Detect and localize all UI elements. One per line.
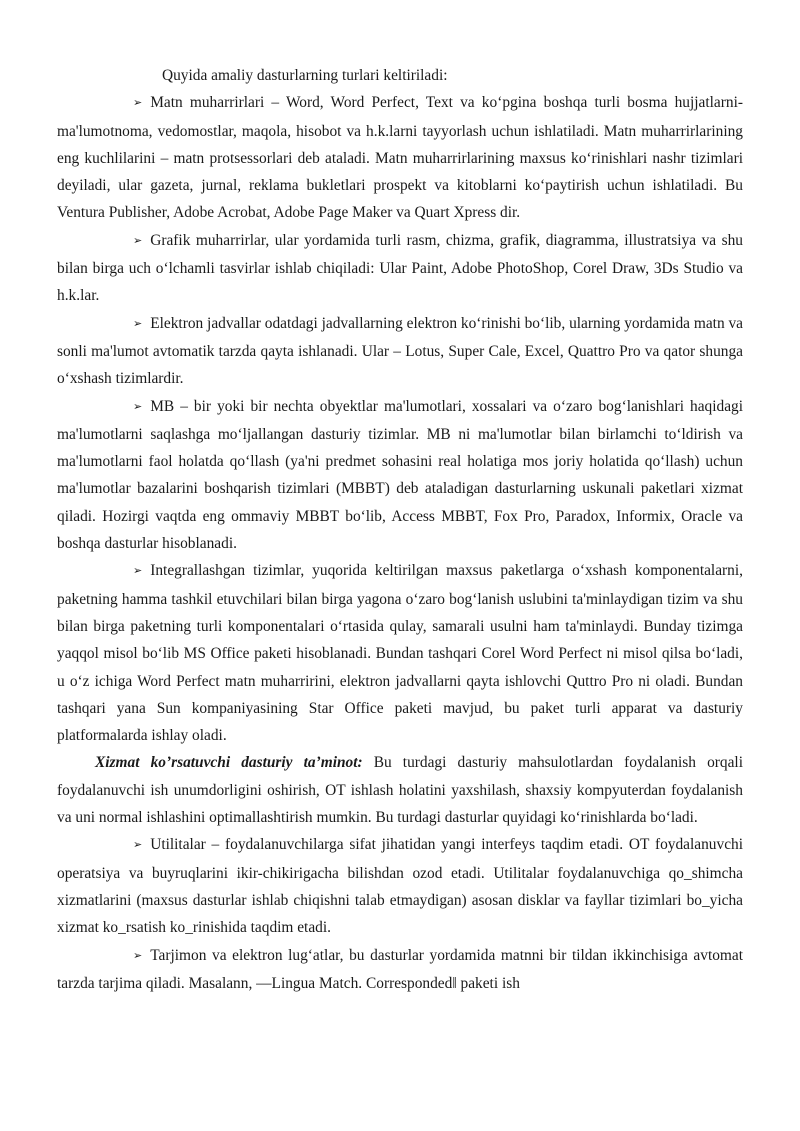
bullet-text: Elektron jadvallar odatdagi jadvallarning elektron ko‘rinishi bo‘lib, ularning yordamida matn va sonli ma'lumot avtomatik tarzda qayta ishlanadi. Ular – Lotus, Super Cale, Excel, Quattro Pro va qator shunga o‘xshash tizimlardir. (57, 314, 744, 388)
bullet-text: Matn muharrirlari – Word, Word Perfect, Text va ko‘pgina boshqa turli bosma hujjatlarni-ma'lumotnoma, vedomostlar, maqola, hisobot va h.k.larni tayyorlash uchun ishlatiladi. Matn muharrirlarining eng kuchlilarini – matn protsessorlari deb ataladi. Matn muharrirlarining maxsus ko‘rinishlari nashr tizimlari deyiladi, ular gazeta, jurnal, reklama bukletlari prospekt va kitoblarni ko‘paytirish uchun ishlatiladi. Bu Ventura Publisher, Adobe Acrobat, Adobe Page Maker va Quart Xpress dir. (57, 94, 743, 222)
bullet-paragraph (57, 310, 743, 393)
section-lead-text: Bu turdagi dasturiy mahsulotlardan foydalanish orqali foydalanuvchi ish unumdorligini oshirish, OT ishlash holatini yaxshilash, shaxsiy kompyuterdan foydalanish va uni normal ishlashini optimallashtirish mumkin. Bu turdagi dasturlar quyidagi ko‘rinishlarda bo‘ladi. (57, 754, 743, 827)
arrow-bullet-icon: ➢ (133, 96, 143, 110)
intro-paragraph: Quyida amaliy dasturlarning turlari keltiriladi: (162, 67, 448, 84)
bullet-text: Integrallashgan tizimlar, yuqorida keltirilgan maxsus paketlarga o‘xshash komponentalarni, paketning hamma tashkil etuvchilari bilan birga yagona o‘zaro bog‘lanish uslubini ta'minlaydigan tizim va shu bilan birga paketning turli komponentalari o‘rtasida qulay, samarali usulni ham ta'minlaydi. Bunday tizimga yaqqol misol bo‘lib MS Office paketi hisoblanadi. Bundan tashqari Corel Word Perfect ni misol qilsa bo‘ladi, u o‘z ichiga Word Perfect matn muharririni, elektron jadvallarni qayta ishlovchi Quttro Pro ni oladi. Bundan tashqari yana Sun kompaniyasining Star Office paketi mavjud, bu paket turli apparat va dasturiy platformalarda ishlay oladi. (57, 562, 743, 745)
bullet-paragraph (57, 393, 743, 558)
arrow-bullet-icon: ➢ (133, 564, 143, 578)
bullet-paragraph (57, 831, 743, 941)
service-software-paragraph (57, 749, 743, 831)
bullet-text: Grafik muharrirlar, ular yordamida turli rasm, chizma, grafik, diagramma, illustratsiya va shu bilan birga uch o‘lchamli tasvirlar ishlab chiqiladi: Ular Paint, Adobe PhotoShop, Corel Draw, 3Ds Studio va h.k.lar. (57, 231, 743, 305)
bullet-text: MB – bir yoki bir nechta obyektlar ma'lumotlari, xossalari va o‘zaro bog‘lanishlari haqidagi ma'lumotlarni saqlashga mo‘ljallangan dasturiy tizimlar. MB ni ma'lumotlar bilan birlamchi to‘ldirish va ma'lumotlarni faol holatda qo‘llash (ya'ni predmet sohasini real holatiga mos joriy holatida qo‘llash) uchun ma'lumotlar bazalarini boshqarish tizimlari (MBBT) deb ataladigan dasturlarning uskunali paketlari xizmat qiladi. Hozirgi vaqtda eng ommaviy MBBT bo‘lib, Access MBBT, Fox Pro, Paradox, Informix, Oracle va boshqa dasturlar hisoblanadi. (57, 397, 743, 553)
arrow-bullet-icon: ➢ (133, 399, 143, 413)
bullet-paragraph (57, 942, 743, 998)
arrow-bullet-icon: ➢ (133, 948, 143, 962)
section-lead-heading: Xizmat ko’rsatuvchi dasturiy ta’minot: (95, 754, 363, 772)
bullet-paragraph (57, 89, 743, 226)
arrow-bullet-icon: ➢ (133, 233, 143, 247)
bullet-text: Tarjimon va elektron lug‘atlar, bu dasturlar yordamida matnni bir tildan ikkinchisiga avtomat tarzda tarjima qiladi. Masalann, ―Lingua Match. Correspondedǁ paketi ish (57, 946, 743, 992)
bullet-text: Utilitalar – foydalanuvchilarga sifat jihatidan yangi interfeys taqdim etadi. OT foydalanuvchi operatsiya va buyruqlarini ikir-chikirigacha bilishdan ozod etadi. Utilitalar foydalanuvchiga qo_shimcha xizmatlarini (maxsus dasturlar ishlab chiqishni talab etmaydigan) asosan disklar va fayllar tizimlari bo_yicha xizmat ko_rsatish ko_rinishida taqdim etadi. (57, 836, 743, 937)
bullet-paragraph (57, 227, 743, 310)
arrow-bullet-icon: ➢ (133, 838, 143, 852)
arrow-bullet-icon: ➢ (133, 316, 143, 330)
bullet-paragraph (57, 557, 743, 749)
